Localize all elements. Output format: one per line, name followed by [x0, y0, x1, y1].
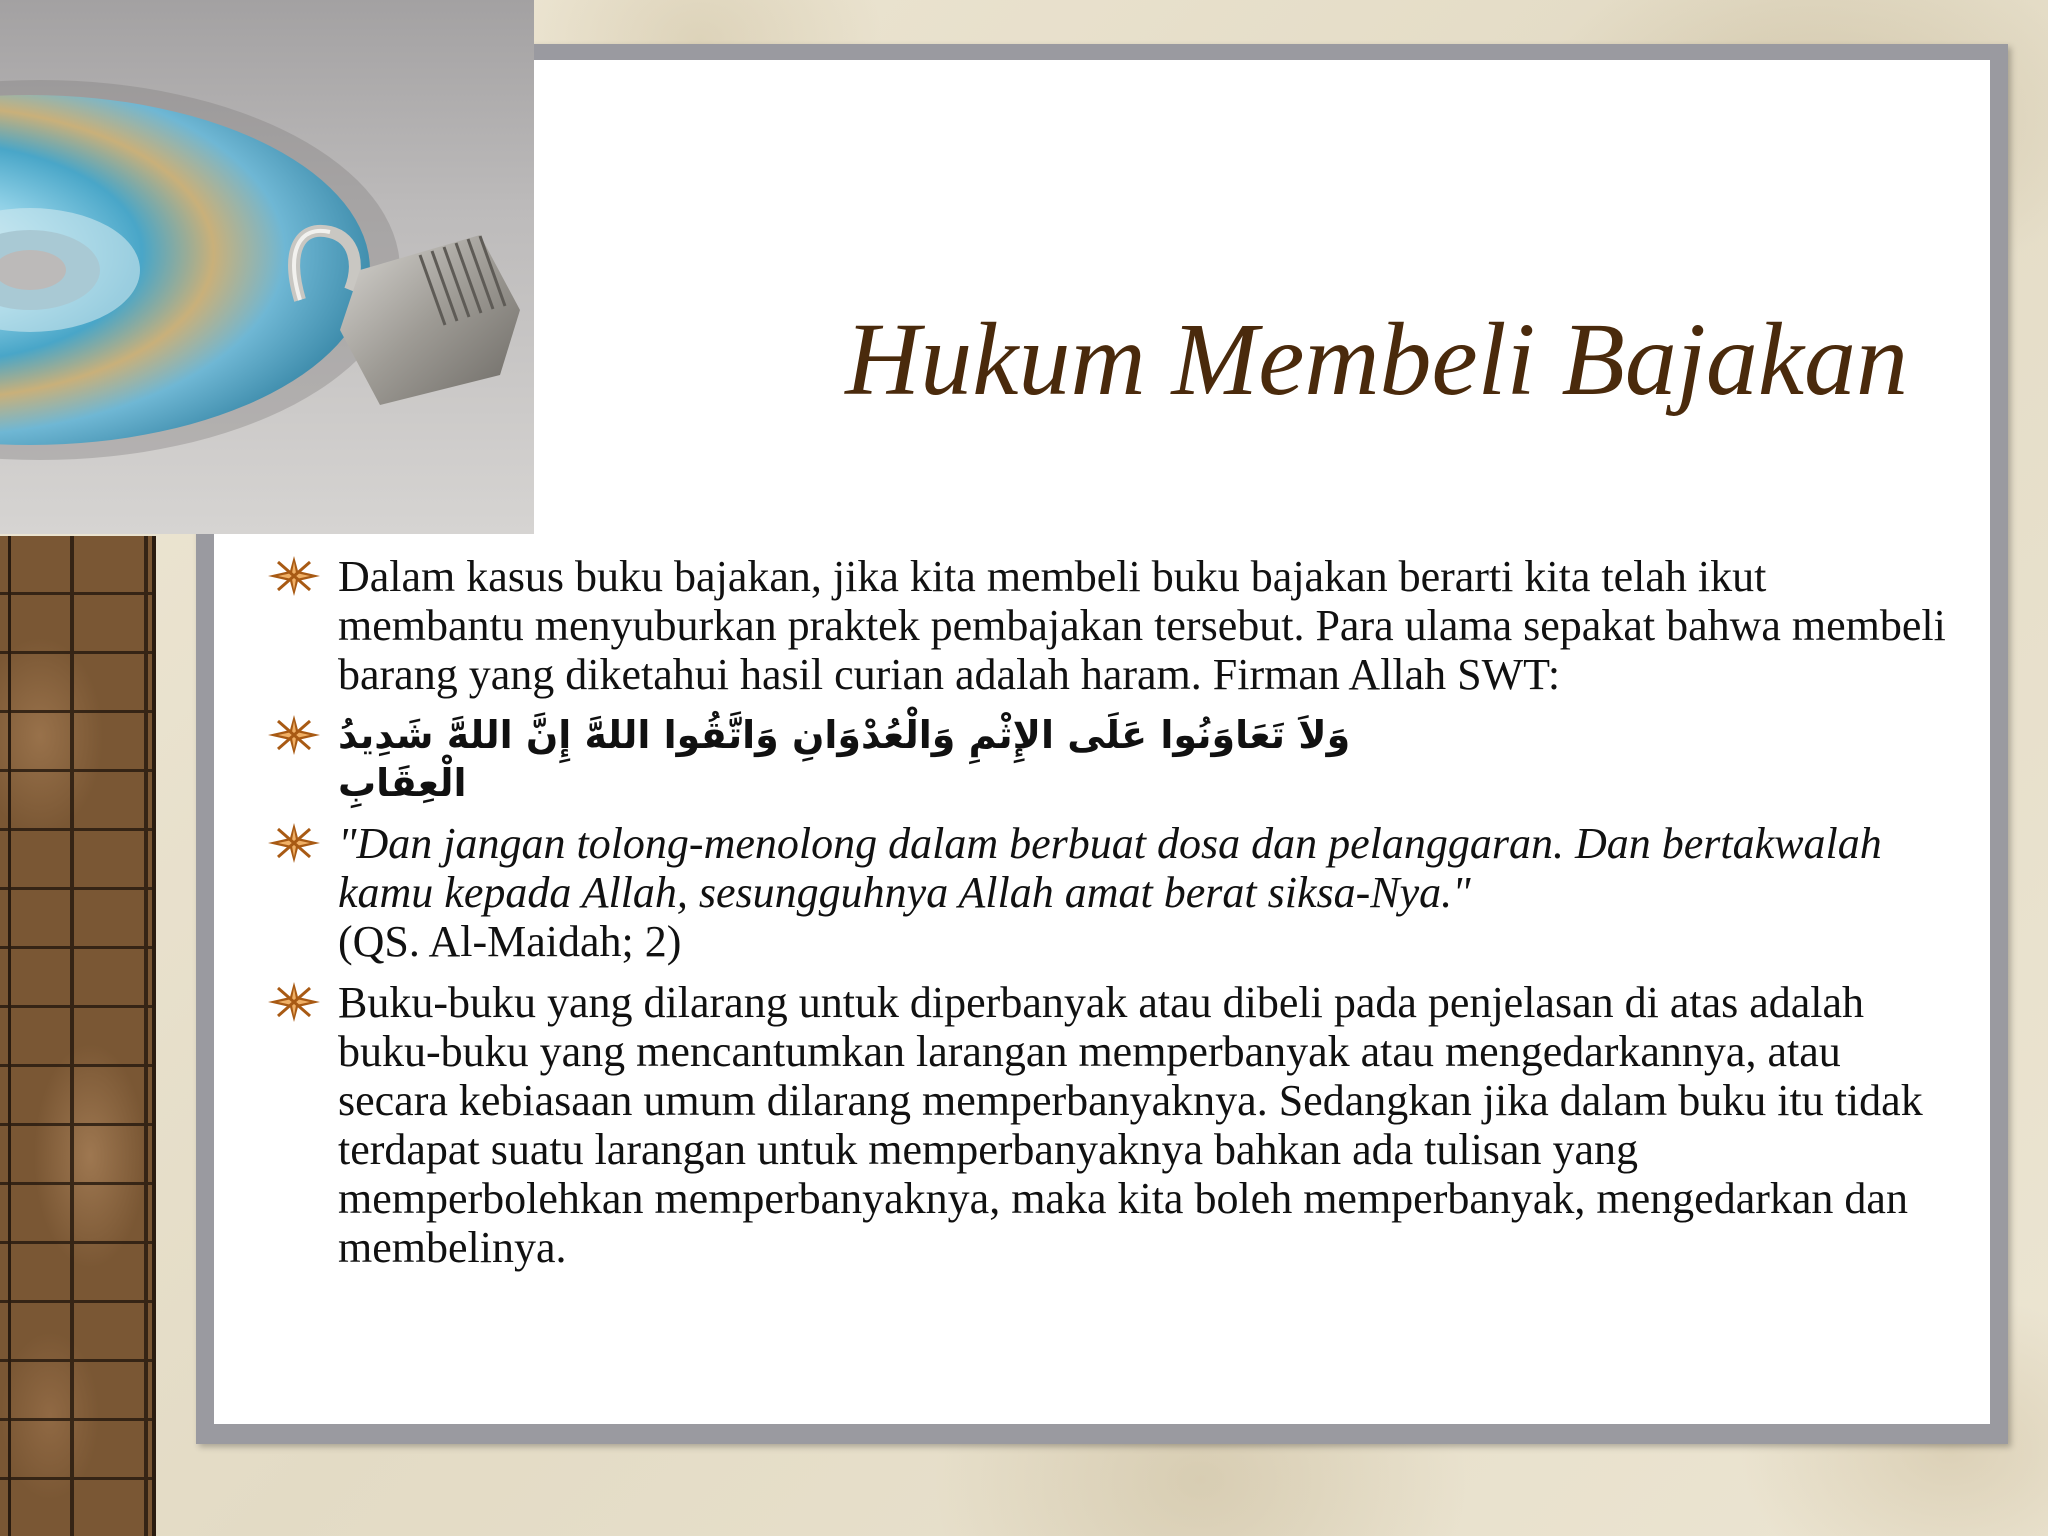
translation-quote: "Dan jangan tolong-menolong dalam berbuat dosa dan pelanggaran. Dan bertakwalah kamu kepada Allah, sesungguhnya Allah amat berat siksa-Nya." — [338, 819, 1882, 917]
bullet-item-quote — [264, 819, 1954, 966]
slide-content — [264, 552, 1954, 1284]
star-bullet-icon — [264, 980, 324, 1024]
bullet-text: Buku-buku yang dilarang untuk diperbanyak atau dibeli pada penjelasan di atas adalah buku-buku yang mencantumkan larangan memperbanyak atau mengedarkannya, atau secara kebiasaan umum dilarang memperbanyaknya. Sedangkan jika dalam buku itu tidak terdapat suatu larangan untuk memperbanyaknya bahkan ada tulisan yang memperbolehkan memperbanyaknya, maka kita boleh memperbanyak, mengedarkan dan membelinya. — [338, 978, 1923, 1272]
slide-title: Hukum Membeli Bajakan — [845, 302, 1908, 417]
star-bullet-icon — [264, 713, 324, 757]
bullet-text: Dalam kasus buku bajakan, jika kita membeli buku bajakan berarti kita telah ikut membantu menyuburkan praktek pembajakan tersebut. Para ulama sepakat bahwa membeli barang yang diketahui hasil curian adalah haram. Firman Allah SWT: — [338, 552, 1946, 699]
strip-grid-pattern — [0, 536, 152, 1536]
cd-padlock-photo — [0, 0, 534, 534]
arabic-verse-text: وَلاَ تَعَاوَنُوا عَلَى الإِثْمِ وَالْعُدْوَانِ وَاتَّقُوا اللهَّ إِنَّ اللهَّ شَدِيدُ الْعِقَابِ — [338, 713, 1351, 805]
bullet-item — [264, 978, 1954, 1272]
star-bullet-icon — [264, 554, 324, 598]
quote-block — [338, 819, 1954, 966]
decorative-woven-strip — [0, 536, 156, 1536]
cd-padlock-icon — [0, 0, 534, 534]
quote-reference: (QS. Al-Maidah; 2) — [338, 917, 682, 966]
bullet-item-arabic — [264, 711, 1954, 807]
bullet-item — [264, 552, 1954, 699]
star-bullet-icon — [264, 821, 324, 865]
strip-edge-line — [8, 536, 11, 1536]
